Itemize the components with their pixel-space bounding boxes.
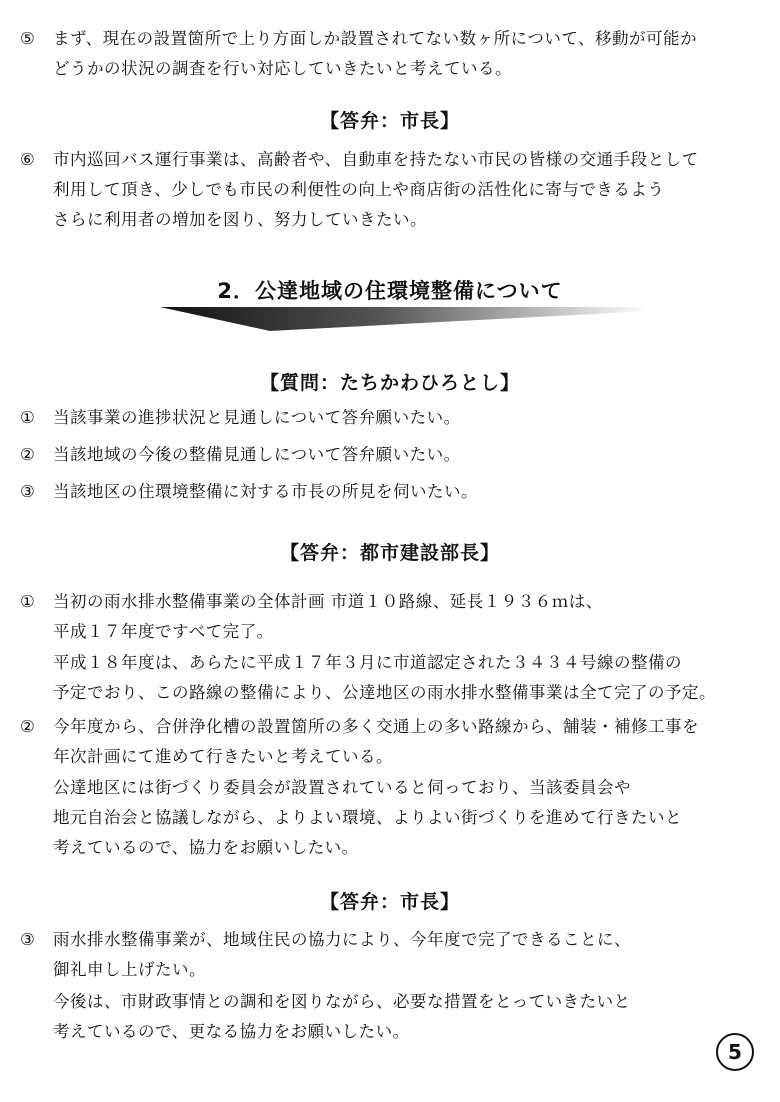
text-line: 考えているので、協力をお願いしたい。 (53, 838, 359, 857)
heading-mayor-answer-2: 【答弁：市長】 (319, 891, 460, 913)
text-line: 年次計画にて進めて行きたいと考えている。 (53, 747, 393, 766)
answer-2-paragraph (53, 773, 770, 863)
text-line: 当該地域の今後の整備見通しについて答弁願いたい。 (53, 445, 461, 464)
item-number: ① (20, 408, 36, 427)
section-title: 2．公達地域の住環境整備について (217, 279, 563, 303)
answer-item-6 (20, 145, 766, 235)
text-line: 地元自治会と協議しながら、よりよい環境、よりよい街づくりを進めて行きたいと (53, 808, 682, 827)
text-line: 平成１８年度は、あらたに平成１７年３月に市道認定された３４３４号線の整備の (53, 653, 682, 672)
page-number: 5 (716, 1033, 754, 1071)
item-text (53, 712, 766, 772)
text-line: 公達地区には街づくり委員会が設置されていると伺っており、当該委員会や (53, 778, 631, 797)
text-line: どうかの状況の調査を行い対応していきたいと考えている。 (53, 59, 512, 78)
item-number: ② (20, 717, 36, 736)
answer-item-1 (20, 587, 766, 647)
text-line: 当初の雨水排水整備事業の全体計画 市道１０路線、延長１９３６ｍは、 (53, 592, 603, 611)
text-line: 当該事業の進捗状況と見通しについて答弁願いたい。 (53, 408, 461, 427)
item-text (53, 145, 766, 235)
text-line: 平成１７年度ですべて完了。 (53, 622, 274, 641)
text-line: 考えているので、更なる協力をお願いしたい。 (53, 1022, 410, 1041)
answer-item-5 (20, 24, 766, 84)
question-item-1 (20, 403, 766, 433)
item-number: ③ (20, 930, 36, 949)
item-number: ⑤ (20, 29, 36, 48)
item-number: ③ (20, 482, 36, 501)
text-line: 御礼申し上げたい。 (53, 960, 206, 979)
question-item-2 (20, 440, 766, 470)
heading-construction-answer: 【答弁：都市建設部長】 (279, 542, 500, 564)
item-text (53, 925, 766, 985)
text-line: 今年度から、合併浄化槽の設置箇所の多く交通上の多い路線から、舗装・補修工事を (53, 717, 699, 736)
heading-question: 【質問：たちかわひろとし】 (259, 372, 520, 394)
answer-1-paragraph (53, 648, 770, 708)
text-line: まず、現在の設置箇所で上り方面しか設置されてない数ヶ所について、移動が可能か (53, 29, 698, 48)
text-line: 利用して頂き、少しでも市民の利便性の向上や商店街の活性化に寄与できるよう (53, 180, 665, 199)
item-number: ① (20, 592, 36, 611)
text-line: さらに利用者の増加を図り、努力していきたい。 (53, 210, 427, 229)
item-text (53, 24, 766, 84)
question-item-3 (20, 477, 766, 507)
item-number: ⑥ (20, 150, 36, 169)
section-title-underline (160, 305, 650, 335)
item-number: ② (20, 445, 36, 464)
text-line: 今後は、市財政事情との調和を図りながら、必要な措置をとっていきたいと (53, 992, 631, 1011)
answer-3-paragraph (53, 987, 770, 1047)
text-line: 予定でおり、この路線の整備により、公達地区の雨水排水整備事業は全て完了の予定。 (53, 683, 716, 702)
text-line: 雨水排水整備事業が、地域住民の協力により、今年度で完了できることに、 (53, 930, 631, 949)
answer-item-3 (20, 925, 766, 985)
text-line: 市内巡回バス運行事業は、高齢者や、自動車を持たない市民の皆様の交通手段として (53, 150, 699, 169)
heading-mayor-answer: 【答弁：市長】 (319, 110, 460, 132)
answer-item-2 (20, 712, 766, 772)
item-text (53, 587, 766, 647)
text-line: 当該地区の住環境整備に対する市長の所見を伺いたい。 (53, 482, 478, 501)
